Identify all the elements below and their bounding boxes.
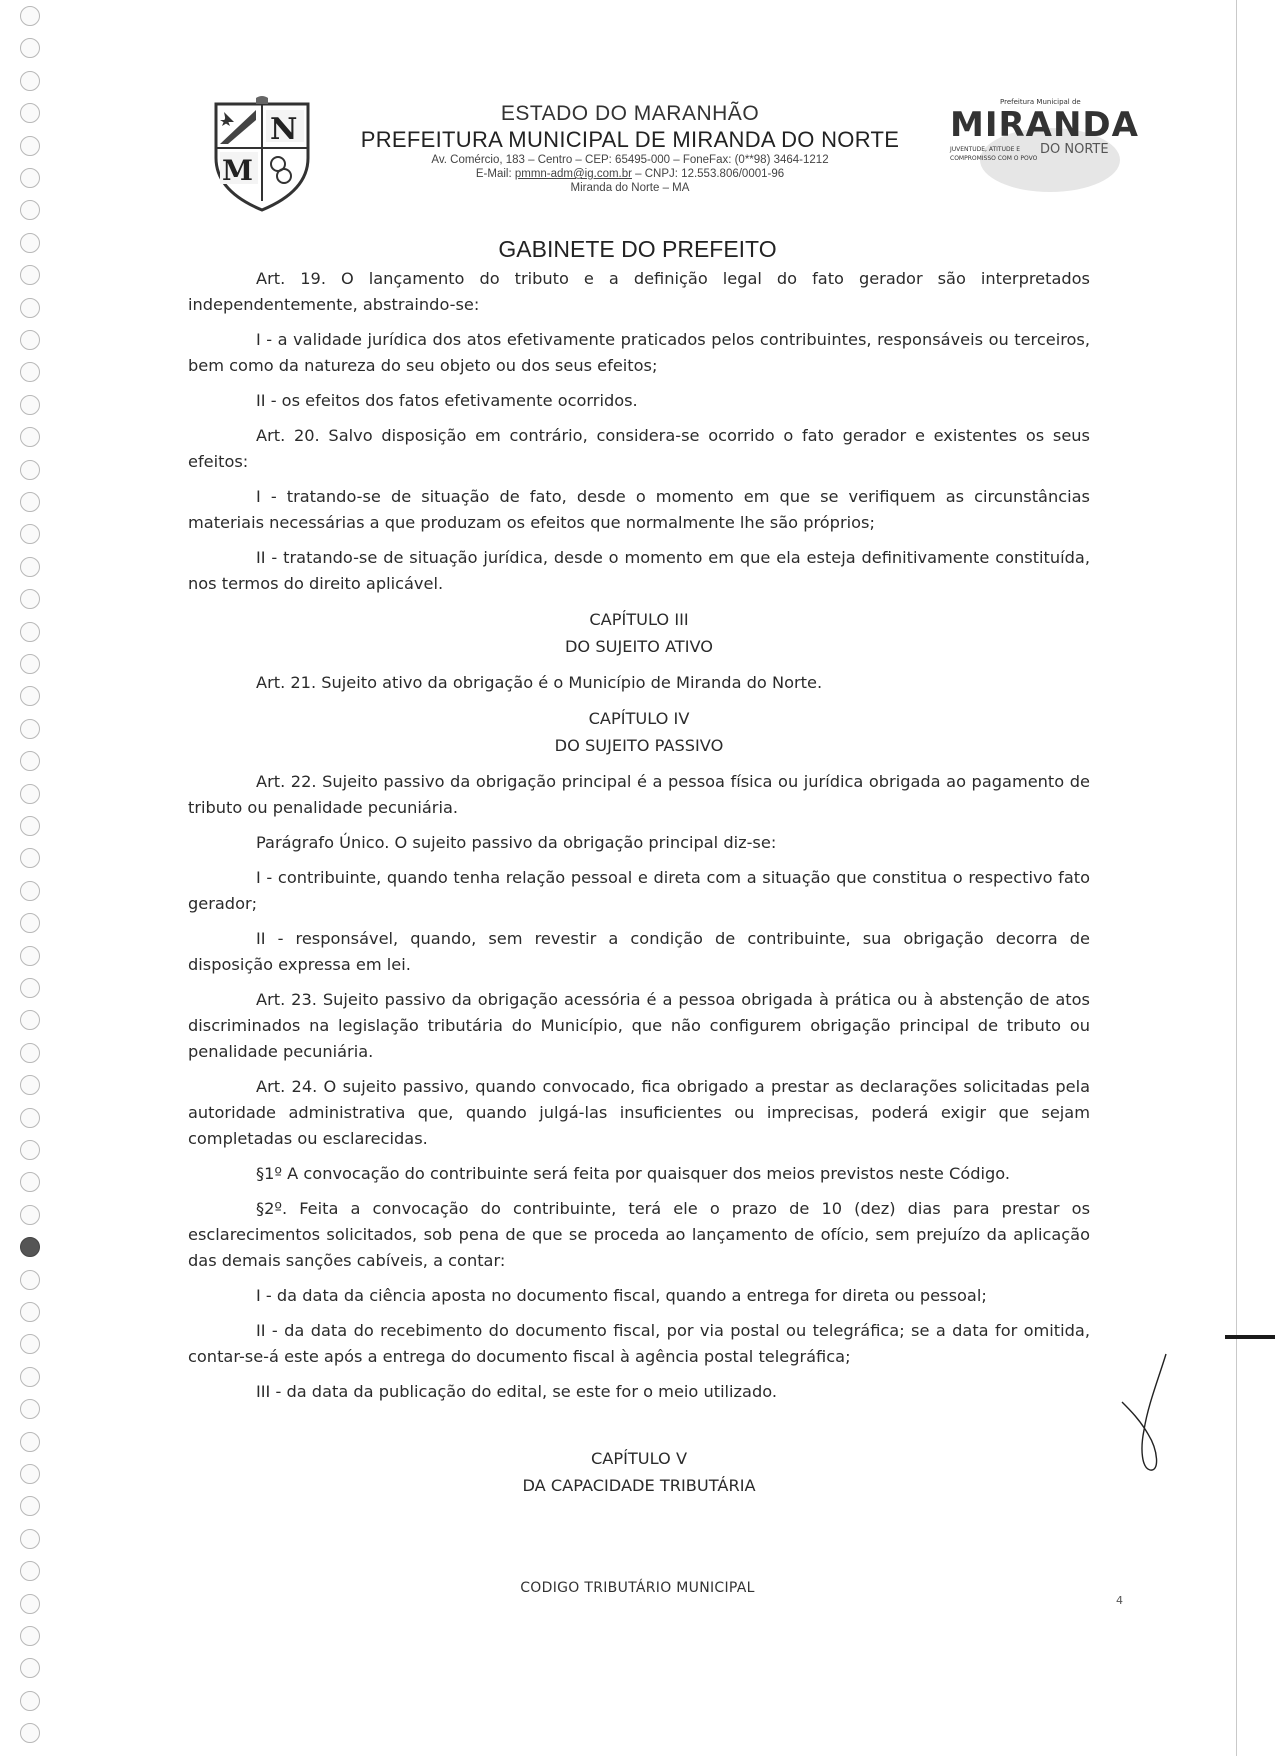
email-line xyxy=(330,167,930,181)
art-24-item-ii: II - da data do recebimento do documento fiscal, por via postal ou telegráfica; se a data for omitida, contar-se-á este após a entrega do documento fiscal à agência postal telegráfica; xyxy=(188,1321,1090,1366)
art-22: Art. 22. Sujeito passivo da obrigação principal é a pessoa física ou jurídica obrigada ao pagamento de tributo ou penalidade pecuniária. xyxy=(188,772,1090,817)
binder-hole xyxy=(20,1399,40,1419)
page-edge-mark xyxy=(1225,1335,1275,1339)
binder-hole xyxy=(20,654,40,674)
logo-slogan-2: COMPROMISSO COM O POVO xyxy=(950,155,1038,162)
chapter-5-heading xyxy=(188,1445,1090,1499)
binder-hole xyxy=(20,1075,40,1095)
chapter-3-title: DO SUJEITO ATIVO xyxy=(564,637,714,656)
binder-hole xyxy=(20,1658,40,1678)
binder-hole xyxy=(20,1043,40,1063)
binder-hole xyxy=(20,330,40,350)
binder-hole xyxy=(20,622,40,642)
binder-hole xyxy=(20,1270,40,1290)
binder-hole xyxy=(20,460,40,480)
binder-hole xyxy=(20,557,40,577)
binder-hole xyxy=(20,719,40,739)
binder-hole xyxy=(20,1691,40,1711)
binder-hole xyxy=(20,6,40,26)
binder-hole xyxy=(20,589,40,609)
binder-hole xyxy=(20,978,40,998)
letterhead-text xyxy=(330,102,930,195)
municipal-crest-icon xyxy=(212,96,312,214)
art-24-item-i: I - da data da ciência aposta no documento fiscal, quando a entrega for direta ou pessoal; xyxy=(256,1286,987,1305)
svg-text:M: M xyxy=(222,154,253,187)
binder-hole xyxy=(20,1561,40,1581)
cnpj: – CNPJ: 12.553.806/0001-96 xyxy=(631,168,785,180)
binder-hole xyxy=(20,1464,40,1484)
chapter-4-number: CAPÍTULO IV xyxy=(588,709,690,728)
art-22-item-i: I - contribuinte, quando tenha relação pessoal e direta com a situação que constitua o respectivo fato gerador; xyxy=(188,868,1090,913)
address: Av. Comércio, 183 – Centro – CEP: 65495-000 – FoneFax: (0**98) 3464-1212 xyxy=(431,154,829,166)
binder-hole xyxy=(20,1237,40,1257)
chapter-4-title: DO SUJEITO PASSIVO xyxy=(554,736,724,755)
art-19: Art. 19. O lançamento do tributo e a definição legal do fato gerador são interpretados independentemente, abstraindo-se: xyxy=(188,269,1090,314)
art-19-item-i: I - a validade jurídica dos atos efetivamente praticados pelos contribuintes, responsáveis ou terceiros, bem como da natureza do seu objeto ou dos seus efeitos; xyxy=(188,330,1090,375)
logo-slogan-1: JUVENTUDE, ATITUDE E xyxy=(950,146,1021,153)
binder-hole xyxy=(20,71,40,91)
binder-hole xyxy=(20,1723,40,1743)
art-23: Art. 23. Sujeito passivo da obrigação acessória é a pessoa obrigada à prática ou à abstenção de atos discriminados na legislação tributária do Município, que não configurem obrigação principal de tributo ou penalidade pecuniária. xyxy=(188,990,1090,1061)
email-link[interactable]: pmmn-adm@ig.com.br xyxy=(514,168,632,180)
art-19-item-ii: II - os efeitos dos fatos efetivamente ocorridos. xyxy=(256,391,638,410)
logo-main-text: MIRANDA xyxy=(950,105,1139,145)
binder-hole xyxy=(20,1432,40,1452)
binder-hole xyxy=(20,1529,40,1549)
binder-holes xyxy=(20,0,50,1756)
binder-hole xyxy=(20,1302,40,1322)
binder-hole xyxy=(20,881,40,901)
logo-top-text: Prefeitura Municipal de xyxy=(1000,98,1081,106)
binder-hole xyxy=(20,265,40,285)
binder-hole xyxy=(20,524,40,544)
state-name: ESTADO DO MARANHÃO xyxy=(500,102,760,125)
art-24-par-1: §1º A convocação do contribuinte será feita por quaisquer dos meios previstos neste Código. xyxy=(256,1164,1011,1183)
binder-hole xyxy=(20,427,40,447)
art-21: Art. 21. Sujeito ativo da obrigação é o Município de Miranda do Norte. xyxy=(256,673,823,692)
art-20-item-ii: II - tratando-se de situação jurídica, desde o momento em que ela esteja definitivamente constituída, nos termos do direito aplicável. xyxy=(188,548,1090,593)
binder-hole xyxy=(20,946,40,966)
art-24-par-2: §2º. Feita a convocação do contribuinte, terá ele o prazo de 10 (dez) dias para prestar os esclarecimentos solicitados, sob pena de que se proceda ao lançamento de ofício, sem prejuízo da aplicação das demais sanções cabíveis, a contar: xyxy=(188,1199,1090,1270)
binder-hole xyxy=(20,848,40,868)
binder-hole xyxy=(20,395,40,415)
binder-hole xyxy=(20,1626,40,1646)
binder-hole xyxy=(20,751,40,771)
document-body xyxy=(188,266,1090,1509)
footer-title: CODIGO TRIBUTÁRIO MUNICIPAL xyxy=(520,1580,755,1596)
binder-hole xyxy=(20,784,40,804)
art-20: Art. 20. Salvo disposição em contrário, considera-se ocorrido o fato gerador e existentes os seus efeitos: xyxy=(188,426,1090,471)
binder-hole xyxy=(20,1108,40,1128)
binder-hole xyxy=(20,913,40,933)
chapter-4-heading xyxy=(188,705,1090,759)
art-24-item-iii: III - da data da publicação do edital, se este for o meio utilizado. xyxy=(256,1382,778,1401)
miranda-logo xyxy=(940,90,1139,200)
svg-text:N: N xyxy=(270,112,298,147)
chapter-5-number: CAPÍTULO V xyxy=(590,1449,688,1468)
page-number: 4 xyxy=(1116,1594,1123,1607)
binder-hole xyxy=(20,1594,40,1614)
binder-hole xyxy=(20,362,40,382)
page-edge xyxy=(1236,0,1237,1756)
binder-hole xyxy=(20,1140,40,1160)
binder-hole xyxy=(20,816,40,836)
letterhead xyxy=(0,90,1275,220)
binder-hole xyxy=(20,1367,40,1387)
chapter-3-number: CAPÍTULO III xyxy=(589,610,689,629)
art-20-item-i: I - tratando-se de situação de fato, desde o momento em que se verifiquem as circunstâncias materiais necessárias a que produzam os efeitos que normalmente lhe são próprios; xyxy=(188,487,1090,532)
binder-hole xyxy=(20,492,40,512)
binder-hole xyxy=(20,1334,40,1354)
binder-hole xyxy=(20,1010,40,1030)
email-label: E-Mail: xyxy=(475,168,515,180)
binder-hole xyxy=(20,1496,40,1516)
city: Miranda do Norte – MA xyxy=(570,182,690,194)
chapter-5-title: DA CAPACIDADE TRIBUTÁRIA xyxy=(522,1476,756,1495)
chapter-3-heading xyxy=(188,606,1090,660)
page-title: GABINETE DO PREFEITO xyxy=(498,236,777,262)
prefecture-name: PREFEITURA MUNICIPAL DE MIRANDA DO NORTE xyxy=(360,127,900,152)
art-22-paragraph: Parágrafo Único. O sujeito passivo da obrigação principal diz-se: xyxy=(256,833,777,852)
binder-hole xyxy=(20,298,40,318)
art-24: Art. 24. O sujeito passivo, quando convocado, fica obrigado a prestar as declarações solicitadas pela autoridade administrativa que, quando julgá-las insuficientes ou imprecisas, poderá exigir que sejam completadas ou esclarecidas. xyxy=(188,1077,1090,1148)
art-22-item-ii: II - responsável, quando, sem revestir a condição de contribuinte, sua obrigação decorra de disposição expressa em lei. xyxy=(188,929,1090,974)
handwritten-initial xyxy=(1118,1350,1178,1480)
logo-sub-text: DO NORTE xyxy=(1040,142,1109,157)
binder-hole xyxy=(20,1172,40,1192)
binder-hole xyxy=(20,686,40,706)
binder-hole xyxy=(20,1205,40,1225)
binder-hole xyxy=(20,38,40,58)
